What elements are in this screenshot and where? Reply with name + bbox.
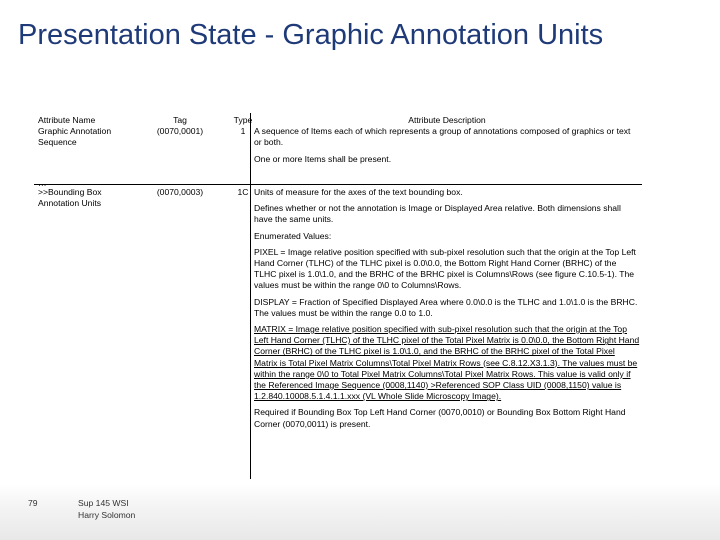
attribute-table (34, 113, 642, 479)
description-paragraph: Required if Bounding Box Top Left Hand Corner (0070,0010) or Bounding Box Bottom Right Hand Corner (0070,0011) is present. (254, 407, 626, 429)
description-paragraph: Enumerated Values: (254, 230, 332, 241)
description-paragraph: PIXEL = Image relative position specified with sub-pixel resolution such that the origin at the Top Left Hand Corner (TLHC) of the TLHC pixel is 0.0\0.0, the Bottom Right Hand Corner (BRHC) of the TLHC pixel is 1.0\1.0, and the BRHC of the BRHC pixel is Columns\Rows (see figure C.10.5-1). The values must be within the range 0\0 to Columns\Rows. (254, 246, 636, 291)
tag-value: (0070,0003) (156, 187, 204, 197)
table-row-bounding-box-annotation-units (34, 185, 642, 477)
description-cell (254, 115, 640, 170)
attribute-name-cell (38, 115, 138, 149)
attribute-name-cell (38, 187, 138, 209)
description-paragraph: Defines whether or not the annotation is Image or Displayed Area relative. Both dimensions shall have the same units. (254, 203, 621, 225)
type-value: 1 (240, 126, 246, 137)
ellipsis: … (38, 178, 47, 188)
description-paragraph-underlined: MATRIX = Image relative position specified with sub-pixel resolution such that the origin at the Top Left Hand Corner (TLHC) of the TLHC pixel of the Total Pixel Matrix is 0.0\0.0, the Bottom Right Hand Corner (BRHC) of the TLHC pixel is 1.0\1.0, and the BRHC of the BRHC pixel of the Total Pixel Matrix is Total Pixel Matrix Columns\Total Pixel Matrix Rows (see C.8.12.X3.1.3). The values must be within the range 0\0 to Total Pixel Matrix Columns\Total Pixel Matrix Rows. This value is valid only if the Referenced Image Sequence (0008,1140) >Referenced SOP Class UID (0008,1150) value is 1.2.840.10008.5.1.4.1.1.xxx (VL Whole Slide Microscopy Image). (254, 324, 640, 402)
attribute-name-line: >>Bounding Box (38, 187, 102, 197)
type-value: 1C (237, 187, 249, 197)
footer-credits (78, 498, 135, 521)
slide-title: Presentation State - Graphic Annotation Units (18, 19, 604, 51)
description-paragraph: A sequence of Items each of which represents a group of annotations composed of graphics or text or both. (254, 126, 631, 148)
footer-credit-line: Harry Solomon (78, 509, 136, 520)
page-number: 79 (28, 498, 38, 508)
attribute-name-header: Attribute Name (38, 115, 96, 125)
table-row-graphic-annotation-sequence (34, 113, 642, 188)
description-paragraph: Units of measure for the axes of the text bounding box. (254, 187, 463, 197)
tag-value: (0070,0001) (156, 126, 204, 137)
description-cell (254, 187, 640, 435)
column-divider (250, 113, 251, 479)
tag-cell (140, 115, 220, 137)
description-paragraph: One or more Items shall be present. (254, 153, 392, 164)
description-paragraph: DISPLAY = Fraction of Specified Displayed Area where 0.0\0.0 is the TLHC and 1.0\1.0 is the BRHC. The values must be within the range 0.0 to 1.0. (254, 296, 638, 318)
attribute-name-line: Annotation Units (38, 198, 102, 209)
attribute-name-line: Graphic Annotation (38, 126, 112, 137)
footer-credit-line: Sup 145 WSI (78, 498, 129, 508)
attribute-name-line: Sequence (38, 137, 77, 148)
tag-header: Tag (173, 115, 187, 125)
type-header: Type (233, 115, 253, 125)
description-header: Attribute Description (408, 115, 486, 125)
